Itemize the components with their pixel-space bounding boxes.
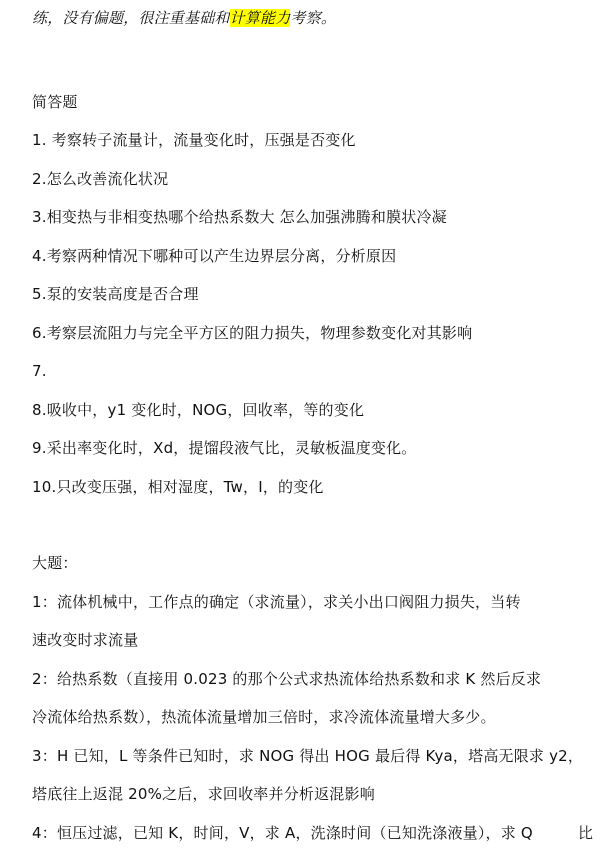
short-answer-item: 2.怎么改善流化状况 xyxy=(32,170,169,188)
intro-line xyxy=(32,8,336,28)
intro-text-after: 考察。 xyxy=(290,9,337,27)
short-answer-item: 3.相变热与非相变热哪个给热系数大 怎么加强沸腾和膜状冷凝 xyxy=(32,208,447,226)
short-answer-heading: 简答题 xyxy=(32,93,78,111)
big-question-3-line-2: 塔底往上返混 20%之后，求回收率并分析返混影响 xyxy=(32,785,375,803)
short-answer-item: 4.考察两种情况下哪种可以产生边界层分离，分析原因 xyxy=(32,247,397,265)
short-answer-item: 1. 考察转子流量计，流量变化时，压强是否变化 xyxy=(32,131,356,149)
short-answer-item: 5.泵的安装高度是否合理 xyxy=(32,285,199,303)
big-question-4-line-1-tail: 比 xyxy=(578,824,594,842)
short-answer-item: 10.只改变压强，相对湿度，Tw，I，的变化 xyxy=(32,478,324,496)
intro-text-before: 练，没有偏题，很注重基础和 xyxy=(32,9,230,27)
short-answer-item: 9.采出率变化时，Xd，提馏段液气比，灵敏板温度变化。 xyxy=(32,439,417,457)
big-question-1-line-2: 速改变时求流量 xyxy=(32,631,139,649)
big-question-2-line-1: 2：给热系数（直接用 0.023 的那个公式求热流体给热系数和求 K 然后反求 xyxy=(32,670,542,688)
big-question-4-line-1: 4：恒压过滤，已知 K，时间，V，求 A，洗涤时间（已知洗涤液量），求 Q xyxy=(32,824,533,842)
short-answer-item: 6.考察层流阻力与完全平方区的阻力损失，物理参数变化对其影响 xyxy=(32,324,473,342)
big-question-1-line-1: 1：流体机械中，工作点的确定（求流量），求关小出口阀阻力损失，当转 xyxy=(32,593,521,611)
big-question-3-line-1: 3：H 已知，L 等条件已知时，求 NOG 得出 HOG 最后得 Kya，塔高无限求 y2， xyxy=(32,747,584,765)
short-answer-item: 8.吸收中，y1 变化时，NOG，回收率，等的变化 xyxy=(32,401,365,419)
short-answer-item: 7. xyxy=(32,362,47,380)
highlighted-text: 计算能力 xyxy=(229,9,291,27)
big-questions-heading: 大题： xyxy=(32,554,78,572)
big-question-2-line-2: 冷流体给热系数），热流体流量增加三倍时，求冷流体流量增大多少。 xyxy=(32,708,496,726)
